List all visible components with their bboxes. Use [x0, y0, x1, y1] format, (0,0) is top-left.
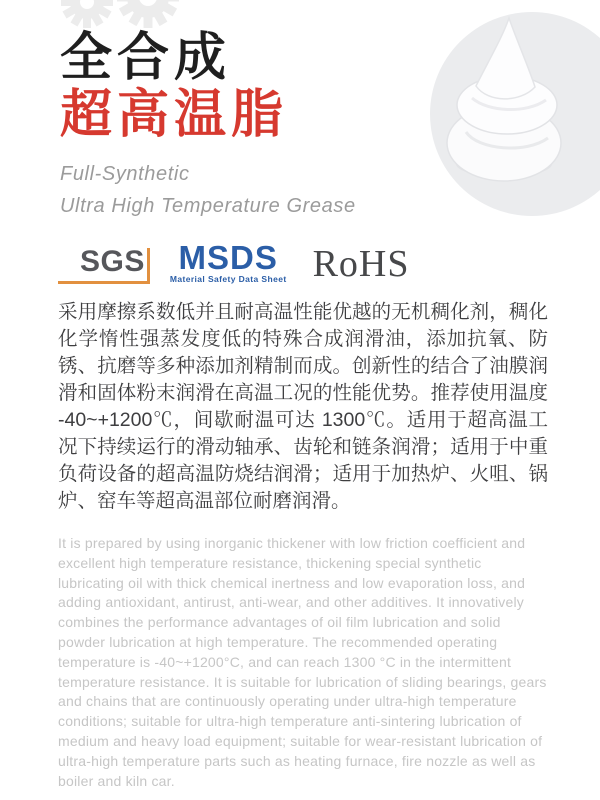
page-title-line2: 超高温脂 — [60, 86, 289, 144]
description-english: It is prepared by using inorganic thickener with low friction coefficient and excellent high temperature resistance, thickening special synthetic lubricating oil with thick chemical inertness and low evaporation loss, and adding antioxidant, antirust, anti-wear, and other additives. It innovatively combines the performance advantages of oil film lubrication and solid powder lubrication at high temperature. The recommended operating temperature is -40~+1200°C, and can reach 1300 °C in the intermittent temperature resistance. It is suitable for lubrication of sliding bearings, gears and chains that are continuously operating under ultra-high temperature conditions; suitable for ultra-high temperature anti-sintering lubrication of medium and heavy load equipment; suitable for wear-resistant lubrication of ultra-high temperature parts such as heating furnace, fire nozzle as well as boiler and kiln car. — [58, 535, 547, 789]
header — [60, 30, 356, 222]
subtitle-line1: Full-Synthetic — [60, 163, 190, 185]
msds-label: MSDS — [178, 239, 278, 276]
certification-badges — [58, 239, 410, 285]
grease-swirl-icon — [430, 12, 600, 216]
sgs-label: SGS — [80, 245, 145, 278]
product-image — [430, 12, 600, 216]
msds-caption: Material Safety Data Sheet — [169, 274, 287, 284]
description-chinese: 采用摩擦系数低并且耐高温性能优越的无机稠化剂，稠化化学惰性强蒸发度低的特殊合成润滑油，添加抗氧、防锈、抗磨等多种添加剂精制而成。创新性的结合了油膜润滑和固体粉末润滑在高温工况的性能优势。推荐使用温度 -40~+1200℃，间歇耐温可达 1300℃。适用于超高温工况下持续运行的滑动轴承、齿轮和链条润滑；适用于中重负荷设备的超高温防烧结润滑；适用于加热炉、火咀、锅炉、窑车等超高温部位耐磨润滑。 — [58, 301, 548, 512]
rohs-logo — [312, 243, 410, 285]
page-title-line1: 全合成 — [60, 29, 232, 87]
sgs-logo — [58, 245, 150, 284]
page-subtitle — [60, 158, 356, 222]
rohs-label: RoHS — [312, 243, 410, 285]
msds-logo — [169, 239, 287, 284]
subtitle-line2: Ultra High Temperature Grease — [60, 195, 356, 217]
